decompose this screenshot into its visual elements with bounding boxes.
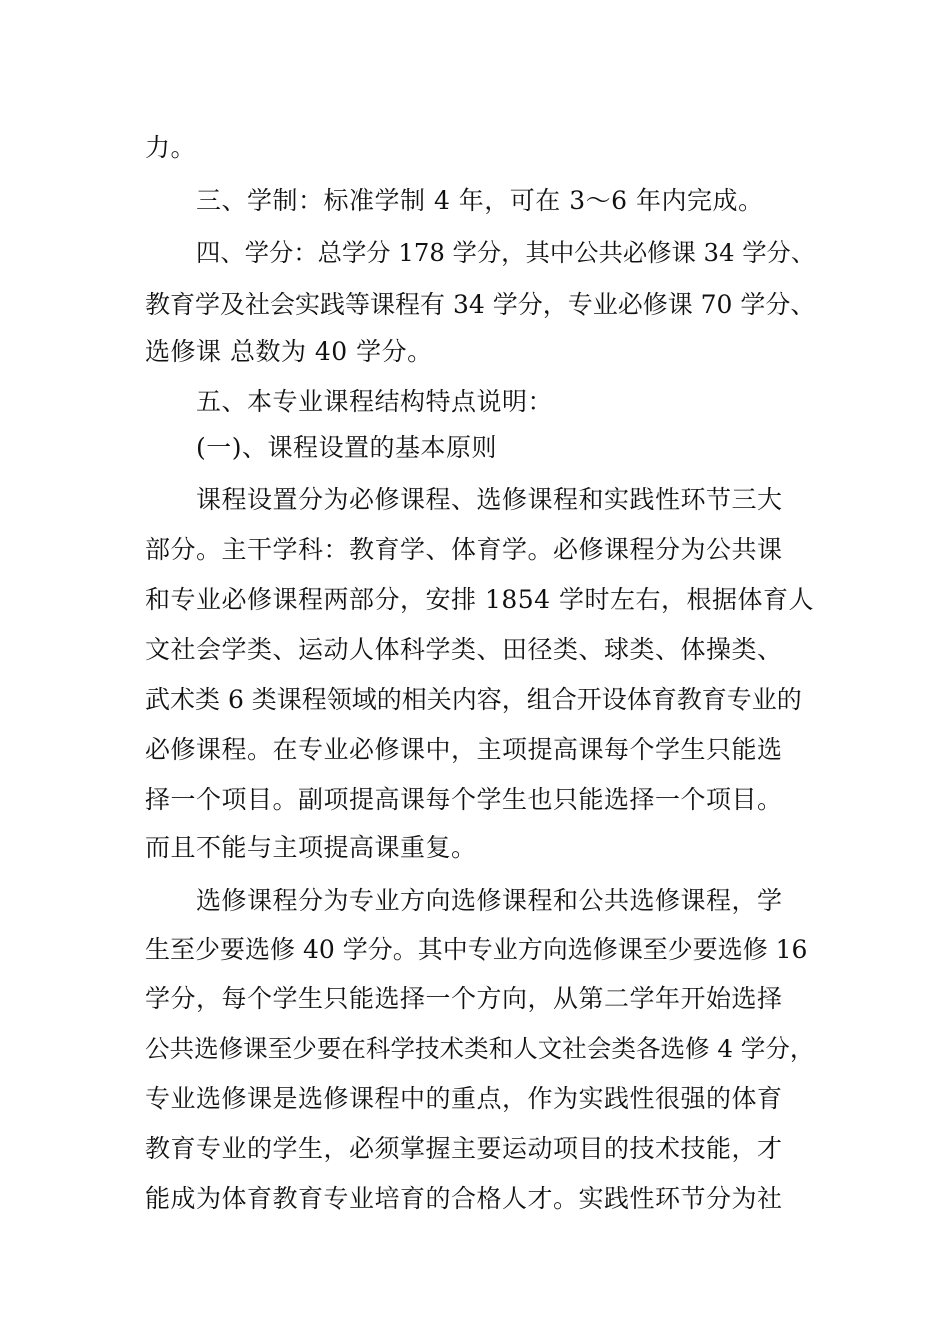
text-line: 和专业必修课程两部分，安排 1854 学时左右，根据体育人: [145, 585, 815, 614]
text-line: 而且不能与主项提高课重复。: [145, 833, 477, 862]
text-line: 选修课程分为专业方向选修课程和公共选修课程，学: [196, 886, 783, 915]
text-line: 武术类 6 类课程领域的相关内容，组合开设体育教育专业的: [145, 685, 802, 714]
text-line: 生至少要选修 40 学分。其中专业方向选修课至少要选修 16: [145, 935, 808, 964]
text-line: 教育专业的学生，必须掌握主要运动项目的技术技能，才: [145, 1134, 783, 1163]
text-line: 必修课程。在专业必修课中，主项提高课每个学生只能选: [145, 735, 783, 764]
text-line: 三、学制：标准学制 4 年，可在 3～6 年内完成。: [196, 186, 764, 215]
text-line: 择一个项目。副项提高课每个学生也只能选择一个项目。: [145, 785, 783, 814]
text-line: 力。: [145, 133, 197, 162]
text-line: 部分。主干学科：教育学、体育学。必修课程分为公共课: [145, 535, 783, 564]
text-line: 学分，每个学生只能选择一个方向，从第二学年开始选择: [145, 984, 783, 1013]
section-heading: (一)、课程设置的基本原则: [196, 433, 498, 462]
text-line: 教育学及社会实践等课程有 34 学分，专业必修课 70 学分、: [145, 290, 816, 319]
text-line: 四、学分：总学分 178 学分，其中公共必修课 34 学分、: [196, 238, 816, 267]
text-line: 五、本专业课程结构特点说明：: [196, 387, 554, 416]
text-line: 公共选修课至少要在科学技术类和人文社会类各选修 4 学分，: [145, 1034, 815, 1063]
text-line: 专业选修课是选修课程中的重点，作为实践性很强的体育: [145, 1084, 783, 1113]
text-line: 能成为体育教育专业培育的合格人才。实践性环节分为社: [145, 1184, 783, 1213]
text-line: 选修课 总数为 40 学分。: [145, 337, 433, 366]
text-line: 课程设置分为必修课程、选修课程和实践性环节三大: [196, 485, 783, 514]
text-line: 文社会学类、运动人体科学类、田径类、球类、体操类、: [145, 635, 783, 664]
